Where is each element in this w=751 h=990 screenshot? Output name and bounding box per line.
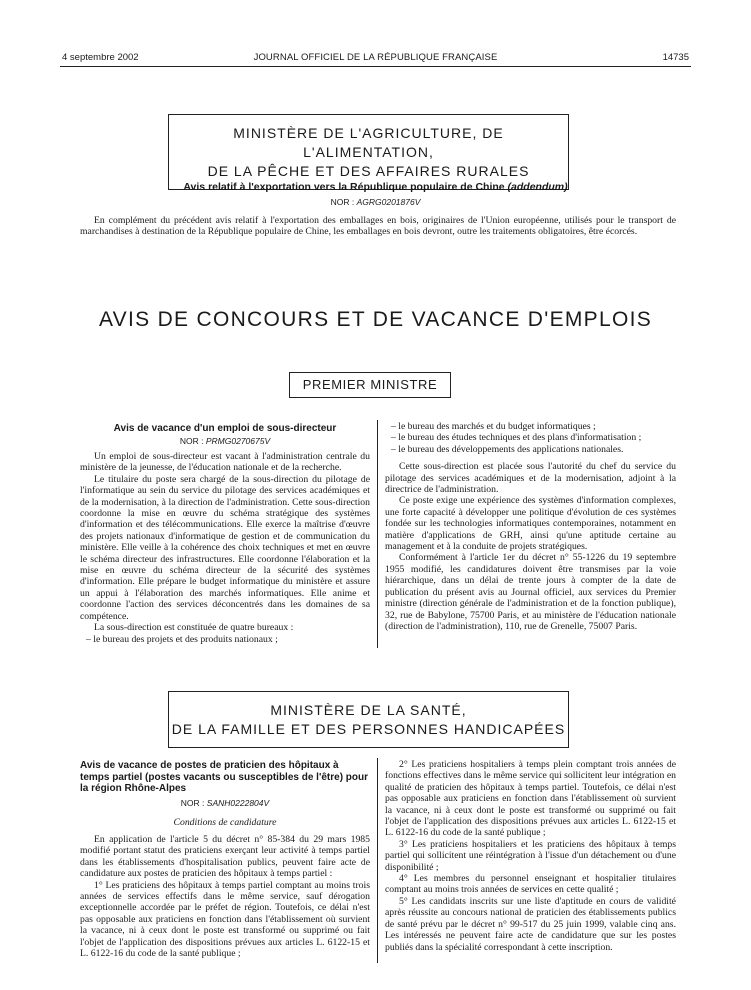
premier-paragraph: Ce poste exige une expérience des systèmes d'information complexes, une forte capacité à développer une politique d'évolution de ces systèmes fondée sur les technologies informatiques contemporaines, notamment en matière d'applications de GRH, ainsi qu'une aptitude certaine au management et à la conduite de projets stratégiques. [385,495,676,553]
ministry-sante-line1: MINISTÈRE DE LA SANTÉ, [270,702,467,718]
nor-label: NOR : [180,798,205,808]
agriculture-body [80,215,676,238]
avis-agriculture-title-text: Avis relatif à l'exportation vers la République populaire de Chine [183,181,505,193]
premier-left-column [80,451,370,645]
nor-agriculture [0,197,751,207]
avis-sante-title: Avis de vacance de postes de praticien des hôpitaux à temps partiel (postes vacants ou susceptibles de l'être) pour la région Rhône-Alpes [80,760,369,794]
sante-right-column [385,759,676,953]
sante-paragraph: 4° Les membres du personnel enseignant et hospitalier titulaires comptant au moins trois années de services en cette qualité ; [385,873,676,896]
avis-agriculture-title [0,181,751,193]
sante-left-column [80,834,370,959]
premier-bureau-item: – le bureau des développements des applications nationales. [391,443,624,455]
sante-paragraph: En application de l'article 5 du décret n° 85-384 du 29 mars 1985 modifié portant statut des praticiens exerçant leur activité à temps partiel dans les établissements d'hospitalisation publics, peuvent faire acte de candidature aux postes de praticien des hôpitaux à temps partiel : [80,834,370,880]
premier-paragraph: Le titulaire du poste sera chargé de la sous-direction du pilotage de l'informatique au sein du service du pilotage des services académiques et de la modernisation, à la direction de l'administration. Cette sous-direction coordonne la mise en œuvre du schéma stratégique des systèmes d'information et des télécommunications. Elle exerce la maîtrise d'œuvre des projets nationaux d'informatique de gestion et de communication du ministère. Elle veille à la cohérence des choix techniques et met en œuvre le schéma directeur des infrastructures. Elle coordonne l'élaboration et la mise en œuvre du schéma directeur de la sécurité des systèmes d'information. Elle prépare le budget informatique du ministère et assure un appui à l'élaboration des marchés informatiques. Elle anime et coordonne l'action des services déconcentrés dans les domaines de sa compétence. [80,473,370,622]
sante-paragraph: 2° Les praticiens hospitaliers à temps plein comptant trois années de fonctions effectives dans le même service qui sollicitent leur intégration en qualité de praticien des hôpitaux à temps partiel. Toutefois, ce délai n'est pas opposable aux praticiens en fonction dans l'établissement où survient la vacance, ni à ceux dont le poste est transformé ou supprimé ou fait l'objet de l'application des dispositions prévues aux articles L. 6122-15 et L. 6122-16 du code de la santé publique ; [385,759,676,839]
ministry-agriculture-line1: MINISTÈRE DE L'AGRICULTURE, DE L'ALIMENTATION, [233,125,504,160]
premier-bureau-item: – le bureau des projets et des produits nationaux ; [86,633,278,645]
nor-premier [80,436,370,446]
premier-ministre-box: PREMIER MINISTRE [289,372,451,398]
ministry-agriculture-line2: DE LA PÊCHE ET DES AFFAIRES RURALES [207,163,530,179]
header-journal-title: JOURNAL OFFICIEL DE LA RÉPUBLIQUE FRANÇAISE [253,52,498,63]
nor-code: AGRG0201876V [356,197,421,207]
premier-right-column [385,421,676,632]
header-date: 4 septembre 2002 [62,52,139,63]
nor-label: NOR : [330,197,355,207]
header-rule [60,66,691,67]
header-page-number: 14735 [662,52,689,63]
sante-paragraph: 5° Les candidats inscrits sur une liste d'aptitude en cours de validité après réussite au concours national de praticien des établissements publics de santé prévu par le décret n° 99-517 du 25 juin 1999, valable cinq ans. Les intéressés ne peuvent faire acte de candidature que sur les postes publiés dans la spécialité correspondant à cette inscription. [385,895,676,953]
premier-paragraph: Un emploi de sous-directeur est vacant à l'administration centrale du ministère de la jeunesse, de l'éducation nationale et de la recherche. [80,451,370,474]
premier-paragraph: La sous-direction est constituée de quatre bureaux : [94,622,294,634]
nor-label: NOR : [179,436,204,446]
premier-paragraph: Conformément à l'article 1er du décret n° 55-1226 du 19 septembre 1955 modifié, les candidatures doivent être transmises par la voie hiérarchique, dans un délai de trente jours à compter de la date de publication du présent avis au Journal officiel, aux services du Premier ministre (direction générale de l'administration et de la fonction publique), 32, rue de Babylone, 75700 Paris, et au ministère de l'éducation nationale (direction de l'administration), 110, rue de Grenelle, 75007 Paris. [385,552,676,632]
column-divider [377,758,378,963]
sante-paragraph: 3° Les praticiens hospitaliers et les praticiens des hôpitaux à temps partiel qui sollicitent une réintégration à l'issue d'un détachement ou d'une disponibilité ; [385,838,676,873]
avis-agriculture-addendum: (addendum) [507,181,568,193]
premier-bureau-item: – le bureau des études techniques et des plans d'informatisation ; [391,432,642,444]
nor-code: SANH0222804V [206,798,270,808]
ministry-sante-line2: DE LA FAMILLE ET DES PERSONNES HANDICAPÉES [171,721,566,737]
agriculture-paragraph: En complément du précédent avis relatif à l'exportation des emballages en bois, originaires de l'Union européenne, utilisés pour le transport de marchandises à destination de la République populaire de Chine, les emballages en bois devront, outre les traitements obligatoires, être écorcés. [80,215,676,238]
nor-sante [80,798,370,808]
column-divider [377,420,378,648]
premier-paragraph: Cette sous-direction est placée sous l'autorité du chef du service du pilotage des services académiques et de la modernisation, adjoint à la directrice de l'administration. [385,461,676,496]
ministry-agriculture-box [168,114,569,190]
section-main-heading: AVIS DE CONCOURS ET DE VACANCE D'EMPLOIS [98,308,653,331]
avis-premier-title: Avis de vacance d'un emploi de sous-directeur [113,423,337,434]
premier-bureau-item: – le bureau des marchés et du budget informatiques ; [391,421,596,432]
sante-paragraph: 1° Les praticiens des hôpitaux à temps partiel comptant au moins trois années de services effectifs dans le même service, sauf dérogation exceptionnelle accordée par le préfet de région. Toutefois, ce délai n'est pas opposable aux praticiens en fonction dans l'établissement où survient la vacance, ni à ceux dont le poste est transformé ou supprimé ou fait l'objet de l'application des dispositions prévues aux articles L. 6122-15 et L. 6122-16 du code de la santé publique ; [80,879,370,960]
nor-code: PRMG0270675V [205,436,271,446]
ministry-sante-box [168,691,569,748]
sante-subtitle: Conditions de candidature [173,817,277,828]
